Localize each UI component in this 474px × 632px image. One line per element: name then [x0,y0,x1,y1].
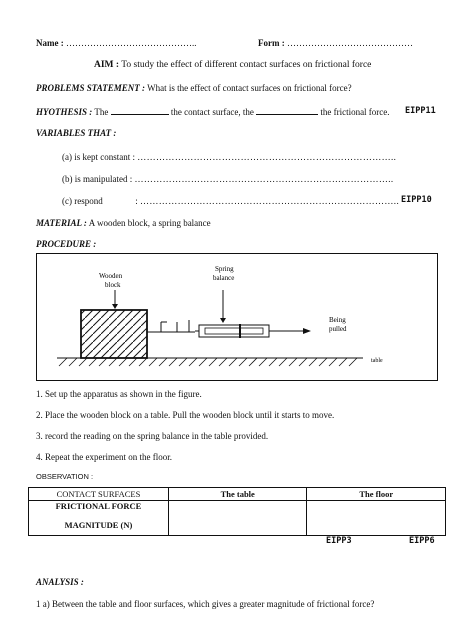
code-eipp3: EIPP3 [326,536,352,546]
material-text: A wooden block, a spring balance [88,218,211,228]
code-eipp10: EIPP10 [401,195,432,205]
label-table: table [371,358,383,364]
procedure-step-2: 2. Place the wooden block on a table. Pull the wooden block until it starts to move. [36,410,335,420]
hypothesis-line [36,106,390,117]
variable-constant-line [62,152,396,162]
procedure-step-3: 3. record the reading on the spring balance in the table provided. [36,431,269,441]
material-label: MATERIAL : [36,218,87,228]
hypothesis-blank-2[interactable] [256,106,318,115]
name-label: Name : [36,38,64,48]
analysis-question-1a: 1 a) Between the table and floor surfaces, which gives a greater magnitude of frictional force? [36,599,375,609]
aim-label: AIM : [94,60,120,70]
aim-line [94,60,371,70]
name-line [36,38,197,48]
cell-floor-reading[interactable] [307,501,446,536]
variable-manipulated-line [62,174,394,184]
row-label-line-1: FRICTIONAL FORCE [55,501,142,511]
variable-respond-label: (c) respond [62,196,103,206]
spring-balance-body [199,325,269,337]
variable-manipulated-label: (b) is manipulated : [62,174,133,184]
material-line [36,218,211,228]
apparatus-svg [37,254,437,380]
label-spring-balance-2: balance [213,274,235,282]
hypothesis-part2: the contact surface, the [170,107,254,117]
observation-table [28,487,446,536]
form-label: Form : [258,38,285,48]
pull-arrow-head [303,328,311,334]
block-pointer-head [112,304,118,309]
table-header-row [29,488,446,501]
code-eipp6: EIPP6 [409,536,435,546]
hypothesis-label: HYOTHESIS : [36,107,93,117]
form-line [258,38,413,48]
ground-hatching [59,358,357,366]
label-wooden-block-1: Wooden [99,272,123,280]
variable-respond-colon: : [135,196,138,206]
problem-label: PROBLEMS STATEMENT : [36,83,146,93]
header-the-table: The table [168,488,307,501]
apparatus-diagram [36,253,438,381]
hypothesis-blank-1[interactable] [111,106,169,115]
cell-table-reading[interactable] [168,501,307,536]
procedure-label: PROCEDURE : [36,239,97,249]
form-dots: …………………………………… [287,38,413,48]
aim-text: To study the effect of different contact surfaces on frictional force [121,60,372,70]
name-dots: …………………………………….. [66,38,197,48]
header-contact-surfaces: CONTACT SURFACES [29,488,169,501]
procedure-step-4: 4. Repeat the experiment on the floor. [36,452,172,462]
label-being-pulled-2: pulled [329,325,347,333]
variable-manipulated-dots[interactable]: ……………………………………………………………………….. [134,174,394,184]
header-the-floor: The floor [307,488,446,501]
problem-line [36,83,352,93]
variable-respond-dots[interactable]: ……………………………………………………………………….. [140,196,400,206]
problem-text: What is the effect of contact surfaces on frictional force? [147,83,352,93]
variable-respond-line [62,196,399,206]
variables-label: VARIABLES THAT : [36,128,117,138]
variable-constant-dots[interactable]: ……………………………………………………………………….. [137,152,397,162]
procedure-step-1: 1. Set up the apparatus as shown in the figure. [36,389,202,399]
row-label-line-2: MAGNITUDE (N) [64,520,133,530]
analysis-label: ANALYSIS : [36,577,84,587]
label-spring-balance-1: Spring [215,265,234,273]
spring-pointer-head [220,318,226,323]
label-being-pulled-1: Being [329,316,346,324]
hypothesis-part3: the frictional force. [320,107,390,117]
table-row [29,501,446,536]
wooden-block [81,310,147,358]
hypothesis-part1: The [94,107,109,117]
observation-label: OBSERVATION : [36,472,94,481]
variable-constant-label: (a) is kept constant : [62,152,135,162]
label-wooden-block-2: block [105,281,121,289]
code-eipp11: EIPP11 [405,106,436,116]
row-label-cell [29,501,169,536]
